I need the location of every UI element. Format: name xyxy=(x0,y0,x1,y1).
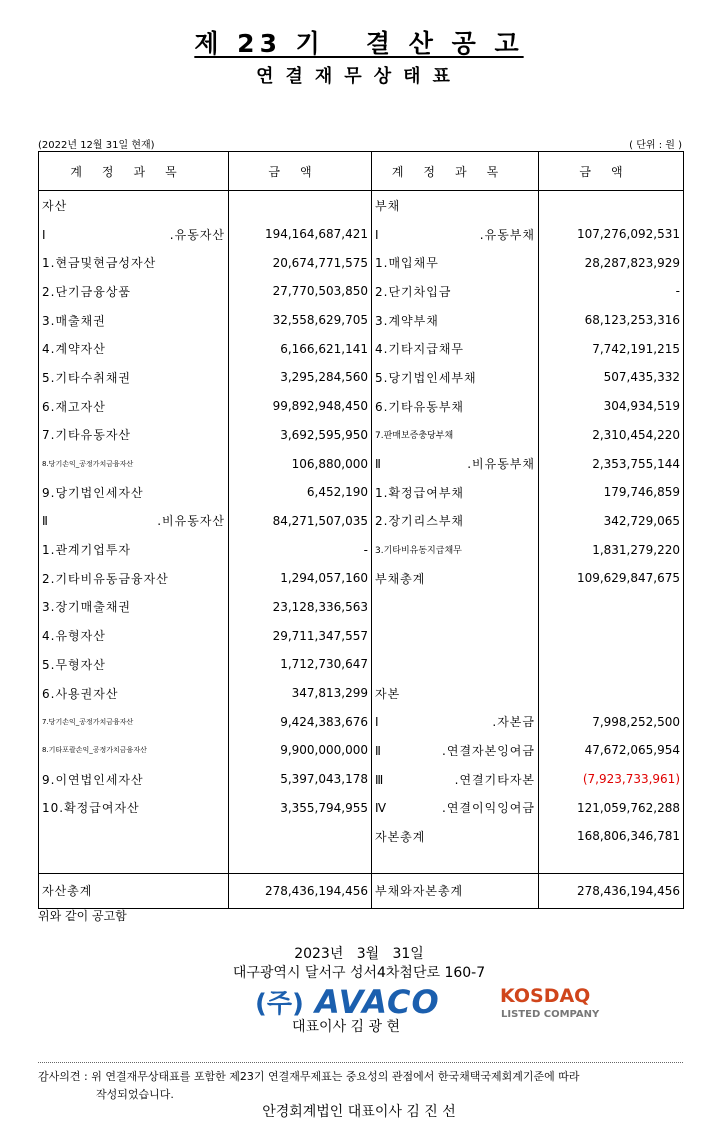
account-name-right: 3.기타비유동지급채무 xyxy=(372,535,539,564)
account-name-right: 3.계약부채 xyxy=(372,306,539,335)
account-name-left: 2.단기금융상품 xyxy=(39,277,229,306)
statement-title: 연결재무상태표 xyxy=(256,66,462,87)
amount-right: 109,629,847,675 xyxy=(539,564,684,593)
amount-left: 9,424,383,676 xyxy=(229,707,372,736)
account-name-right: 부채총계 xyxy=(372,564,539,593)
total-row xyxy=(39,873,684,908)
amount-right xyxy=(539,851,684,874)
amount-left: - xyxy=(229,535,372,564)
table-row xyxy=(39,707,684,736)
as-of-date: (2022년 12월 31일 현재) xyxy=(38,140,155,151)
account-name-left: 자산 xyxy=(39,191,229,220)
account-name-left: 4.계약자산 xyxy=(39,334,229,363)
amount-right xyxy=(539,650,684,679)
amount-right: 304,934,519 xyxy=(539,392,684,421)
amount-right: 507,435,332 xyxy=(539,363,684,392)
account-name-right: 1.확정급여부채 xyxy=(372,478,539,507)
table-row xyxy=(39,679,684,708)
account-name-left: 8.당기손익_공정가치금융자산 xyxy=(39,449,229,478)
account-name-right: Ⅲ.연결기타자본 xyxy=(372,765,539,794)
total-liab-equity-label: 부채와자본총계 xyxy=(372,873,539,908)
total-assets-amount: 278,436,194,456 xyxy=(229,873,372,908)
account-name-right: Ⅱ.연결자본잉여금 xyxy=(372,736,539,765)
table-row xyxy=(39,363,684,392)
table-row xyxy=(39,650,684,679)
amount-right xyxy=(539,621,684,650)
header-amount-left: 금액 xyxy=(229,152,372,191)
company-logo xyxy=(255,983,495,1019)
account-name-left: Ⅱ.비유동자산 xyxy=(39,507,229,536)
representative: 대표이사 김 광 현 xyxy=(292,1019,401,1035)
amount-right: - xyxy=(539,277,684,306)
company-prefix: (주) xyxy=(255,989,304,1019)
table-row xyxy=(39,593,684,622)
account-name-right xyxy=(372,851,539,874)
account-name-right: 2.장기리스부채 xyxy=(372,507,539,536)
amount-left: 29,711,347,557 xyxy=(229,621,372,650)
amount-right: 68,123,253,316 xyxy=(539,306,684,335)
total-assets-label: 자산총계 xyxy=(39,873,229,908)
notice-date: 2023년 3월 31일 xyxy=(294,946,424,962)
table-row xyxy=(39,851,684,874)
header-account-right: 계정과목 xyxy=(372,152,539,191)
amount-right: 2,310,454,220 xyxy=(539,421,684,450)
amount-right: 1,831,279,220 xyxy=(539,535,684,564)
account-name-right: Ⅱ.비유동부채 xyxy=(372,449,539,478)
amount-right: 7,998,252,500 xyxy=(539,707,684,736)
account-name-right: Ⅳ.연결이익잉여금 xyxy=(372,793,539,822)
table-row xyxy=(39,277,684,306)
amount-left: 3,355,794,955 xyxy=(229,793,372,822)
total-liab-equity-amount: 278,436,194,456 xyxy=(539,873,684,908)
amount-right xyxy=(539,593,684,622)
table-row xyxy=(39,392,684,421)
amount-left: 106,880,000 xyxy=(229,449,372,478)
amount-left: 1,712,730,647 xyxy=(229,650,372,679)
amount-left: 3,295,284,560 xyxy=(229,363,372,392)
table-row xyxy=(39,421,684,450)
account-name-right: 4.기타지급채무 xyxy=(372,334,539,363)
account-name-right: 자본 xyxy=(372,679,539,708)
table-row xyxy=(39,478,684,507)
audit-opinion: 감사의견 : 위 연결재무상태표를 포함한 제23기 연결재무제표는 중요성의 관점에서 한국채택국제회계기준에 따라 xyxy=(38,1070,580,1083)
amount-right xyxy=(539,191,684,220)
divider xyxy=(38,1062,683,1063)
amount-right: 107,276,092,531 xyxy=(539,220,684,249)
kosdaq-logo xyxy=(500,984,620,1020)
amount-left: 20,674,771,575 xyxy=(229,248,372,277)
amount-left: 194,164,687,421 xyxy=(229,220,372,249)
amount-left xyxy=(229,191,372,220)
table-row xyxy=(39,507,684,536)
account-name-right: 부채 xyxy=(372,191,539,220)
account-name-left: 1.현금및현금성자산 xyxy=(39,248,229,277)
account-name-left xyxy=(39,822,229,851)
account-name-left: 5.무형자산 xyxy=(39,650,229,679)
account-name-left: 8.기타포괄손익_공정가치금융자산 xyxy=(39,736,229,765)
amount-right: 121,059,762,288 xyxy=(539,793,684,822)
account-name-left: 5.기타수취채권 xyxy=(39,363,229,392)
amount-left: 23,128,336,563 xyxy=(229,593,372,622)
amount-left: 99,892,948,450 xyxy=(229,392,372,421)
account-name-left: 2.기타비유동금융자산 xyxy=(39,564,229,593)
amount-right: 168,806,346,781 xyxy=(539,822,684,851)
table-row xyxy=(39,621,684,650)
account-name-left: Ⅰ.유동자산 xyxy=(39,220,229,249)
account-name-left: 4.유형자산 xyxy=(39,621,229,650)
account-name-left: 9.당기법인세자산 xyxy=(39,478,229,507)
notice-title: 제 23 기 결 산 공 고 xyxy=(194,29,524,58)
amount-left: 5,397,043,178 xyxy=(229,765,372,794)
account-name-right: 6.기타유동부채 xyxy=(372,392,539,421)
amount-right: 342,729,065 xyxy=(539,507,684,536)
account-name-right: 5.당기법인세부채 xyxy=(372,363,539,392)
header-account-left: 계정과목 xyxy=(39,152,229,191)
account-name-right: 자본총계 xyxy=(372,822,539,851)
amount-right: 2,353,755,144 xyxy=(539,449,684,478)
account-name-left: 7.당기손익_공정가치금융자산 xyxy=(39,707,229,736)
company-logo-text: AVACO xyxy=(315,983,440,1019)
amount-right: (7,923,733,961) xyxy=(539,765,684,794)
amount-left: 3,692,595,950 xyxy=(229,421,372,450)
account-name-right: Ⅰ.자본금 xyxy=(372,707,539,736)
table-row xyxy=(39,220,684,249)
amount-left: 1,294,057,160 xyxy=(229,564,372,593)
table-row xyxy=(39,822,684,851)
table-row xyxy=(39,191,684,220)
table-row xyxy=(39,736,684,765)
amount-right xyxy=(539,679,684,708)
table-row xyxy=(39,765,684,794)
kosdaq-text: KOSDAQ xyxy=(500,985,591,1007)
amount-right: 179,746,859 xyxy=(539,478,684,507)
header-amount-right: 금액 xyxy=(539,152,684,191)
amount-left: 84,271,507,035 xyxy=(229,507,372,536)
balance-sheet-table xyxy=(38,151,684,909)
table-row xyxy=(39,306,684,335)
table-row xyxy=(39,248,684,277)
table-row xyxy=(39,793,684,822)
amount-right: 47,672,065,954 xyxy=(539,736,684,765)
account-name-left: 3.장기매출채권 xyxy=(39,593,229,622)
amount-left: 6,452,190 xyxy=(229,478,372,507)
account-name-right xyxy=(372,593,539,622)
account-name-left: 10.확정급여자산 xyxy=(39,793,229,822)
account-name-left: 6.사용권자산 xyxy=(39,679,229,708)
account-name-left: 1.관계기업투자 xyxy=(39,535,229,564)
audit-opinion-line2: 작성되었습니다. xyxy=(96,1088,174,1101)
unit-label: ( 단위 : 원 ) xyxy=(629,140,682,151)
table-row xyxy=(39,449,684,478)
amount-right: 7,742,191,215 xyxy=(539,334,684,363)
account-name-right: Ⅰ.유동부채 xyxy=(372,220,539,249)
table-row xyxy=(39,564,684,593)
amount-left: 32,558,629,705 xyxy=(229,306,372,335)
amount-left xyxy=(229,822,372,851)
amount-right: 28,287,823,929 xyxy=(539,248,684,277)
amount-left: 27,770,503,850 xyxy=(229,277,372,306)
amount-left xyxy=(229,851,372,874)
amount-left: 347,813,299 xyxy=(229,679,372,708)
account-name-left: 6.재고자산 xyxy=(39,392,229,421)
table-row xyxy=(39,334,684,363)
account-name-right: 7.판매보증충당부채 xyxy=(372,421,539,450)
kosdaq-subtext: LISTED COMPANY xyxy=(501,1009,600,1020)
notice-note: 위와 같이 공고함 xyxy=(38,909,127,923)
account-name-left: 3.매출채권 xyxy=(39,306,229,335)
auditor: 안경회계법인 대표이사 김 진 선 xyxy=(262,1104,456,1120)
amount-left: 6,166,621,141 xyxy=(229,334,372,363)
account-name-left xyxy=(39,851,229,874)
account-name-left: 7.기타유동자산 xyxy=(39,421,229,450)
account-name-right xyxy=(372,650,539,679)
account-name-right: 2.단기차입금 xyxy=(372,277,539,306)
table-header-row xyxy=(39,152,684,191)
company-address: 대구광역시 달서구 성서4차첨단로 160-7 xyxy=(232,965,486,981)
account-name-right: 1.매입채무 xyxy=(372,248,539,277)
account-name-right xyxy=(372,621,539,650)
table-row xyxy=(39,535,684,564)
account-name-left: 9.이연법인세자산 xyxy=(39,765,229,794)
amount-left: 9,900,000,000 xyxy=(229,736,372,765)
